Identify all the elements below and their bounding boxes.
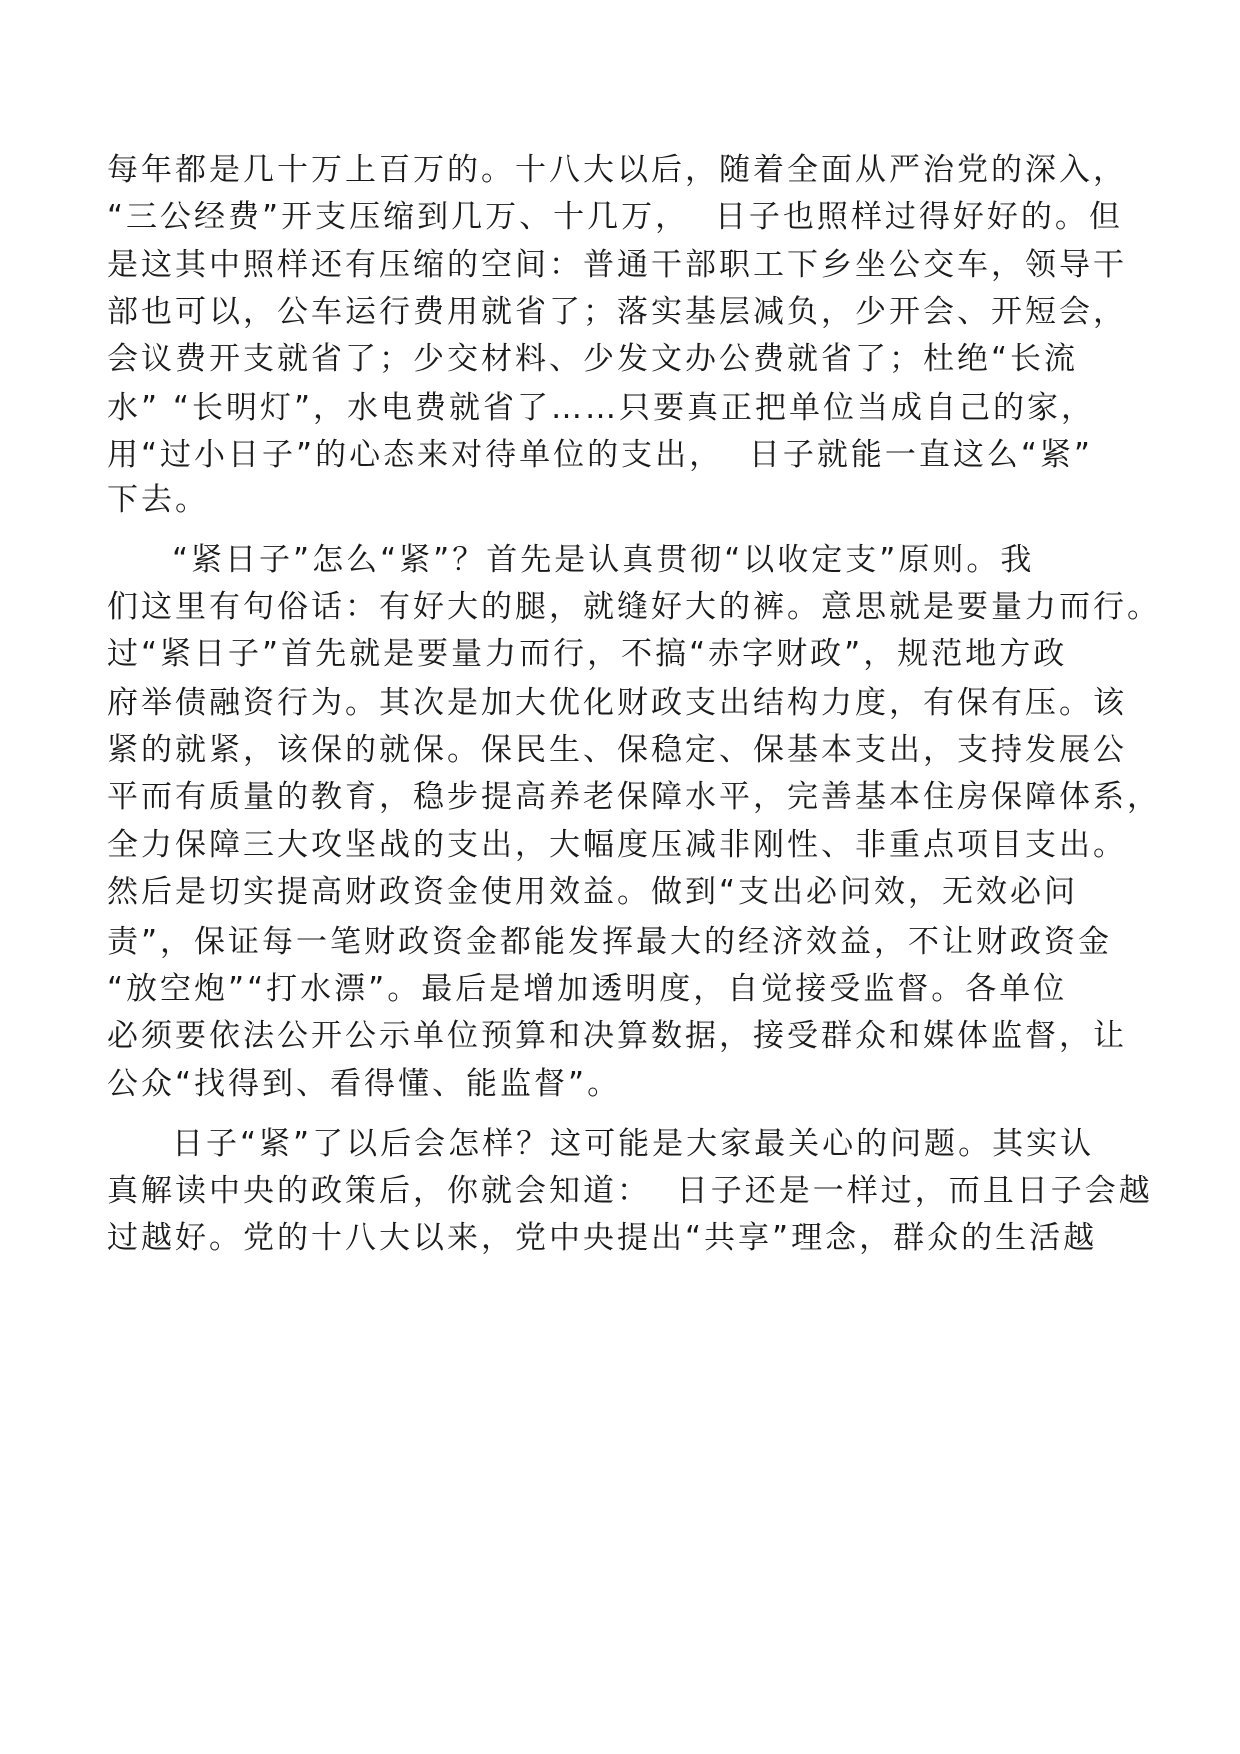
paragraph-2-line-7: 全力保障三大攻坚战的支出，大幅度压减非刚性、非重点项目支出。 (107, 827, 1127, 863)
paragraph-1-line-6: 水” “长明灯”，水电费就省了……只要真正把单位当成自己的家， (107, 390, 1096, 426)
paragraph-2-line-10: “放空炮”“打水漂”。最后是增加透明度，自觉接受监督。各单位 (107, 971, 1068, 1007)
paragraph-1-line-4: 部也可以，公车运行费用就省了；落实基层减负，少开会、开短会， (107, 294, 1127, 330)
paragraph-2-line-6: 平而有质量的教育，稳步提高养老保障水平，完善基本住房保障体系， (107, 779, 1161, 815)
paragraph-1-line-5: 会议费开支就省了；少交材料、少发文办公费就省了；杜绝“长流 (107, 341, 1079, 377)
paragraph-1-line-2: “三公经费”开支压缩到几万、十几万， 日子也照样过得好好的。但 (107, 199, 1123, 235)
paragraph-3-line-3: 过越好。党的十八大以来，党中央提出“共享”理念，群众的生活越 (107, 1220, 1098, 1256)
paragraph-2-line-3: 过“紧日子”首先就是要量力而行，不搞“赤字财政”，规范地方政 (107, 636, 1068, 672)
paragraph-3-line-1: 日子“紧”了以后会怎样？这可能是大家最关心的问题。其实认 (172, 1126, 1095, 1162)
paragraph-2-line-12: 公众“找得到、看得懂、能监督”。 (107, 1066, 622, 1102)
paragraph-1-line-3: 是这其中照样还有压缩的空间：普通干部职工下乡坐公交车，领导干 (107, 247, 1127, 283)
paragraph-2-line-4: 府举债融资行为。其次是加大优化财政支出结构力度，有保有压。该 (107, 685, 1127, 721)
paragraph-1-line-7: 用“过小日子”的心态来对待单位的支出， 日子就能一直这么“紧” (107, 437, 1093, 473)
paragraph-1-line-1: 每年都是几十万上百万的。十八大以后，随着全面从严治党的深入， (107, 152, 1127, 188)
paragraph-3-line-2: 真解读中央的政策后，你就会知道： 日子还是一样过，而且日子会越 (107, 1173, 1153, 1209)
paragraph-2-line-8: 然后是切实提高财政资金使用效益。做到“支出必问效，无效必问 (107, 874, 1079, 910)
paragraph-1-line-8: 下去。 (107, 482, 209, 518)
paragraph-2-line-1: “紧日子”怎么“紧”？首先是认真贯彻“以收定支”原则。我 (172, 542, 1035, 578)
paragraph-2-line-11: 必须要依法公开公示单位预算和决算数据，接受群众和媒体监督，让 (107, 1018, 1127, 1054)
paragraph-2-line-5: 紧的就紧，该保的就保。保民生、保稳定、保基本支出，支持发展公 (107, 732, 1127, 768)
paragraph-2-line-9: 责”，保证每一笔财政资金都能发挥最大的经济效益，不让财政资金 (107, 924, 1113, 960)
paragraph-2-line-2: 们这里有句俗话：有好大的腿，就缝好大的裤。意思就是要量力而行。 (107, 589, 1161, 625)
